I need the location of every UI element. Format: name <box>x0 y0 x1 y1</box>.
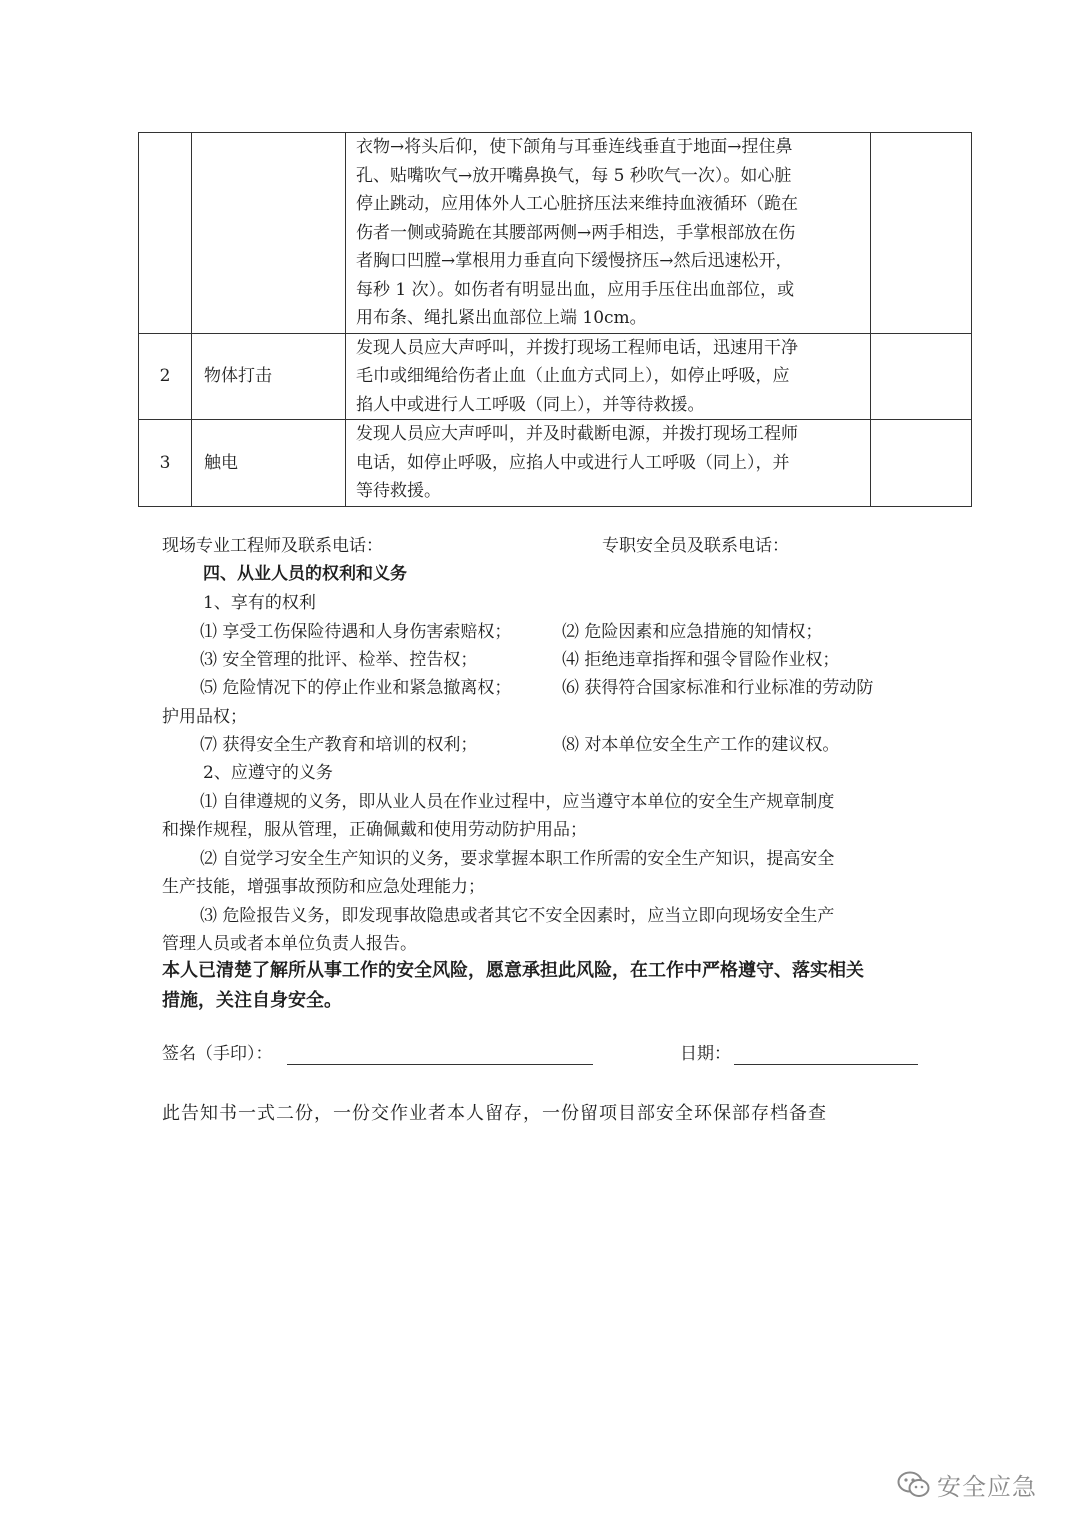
safety-officer-contact-label: 专职安全员及联系电话： <box>602 536 789 556</box>
right-item: ⑷ 拒绝违章指挥和强令冒险作业权； <box>562 650 840 670</box>
signature-label: 签名（手印）： <box>162 1044 273 1064</box>
watermark-label: 安全应急 <box>937 1473 1037 1501</box>
table-row <box>139 133 972 334</box>
rights-row <box>200 731 940 760</box>
right-item: ⑺ 获得安全生产教育和培训的权利； <box>200 735 478 755</box>
empty-cell <box>871 420 972 507</box>
accident-type: 触电 <box>192 420 346 507</box>
table-row <box>139 333 972 420</box>
watermark <box>897 1467 1037 1502</box>
rescue-measure: 发现人员应大声呼叫，并拨打现场工程师电话，迅速用干净 毛巾或细绳给伤者止血（止血方式同上），如停止呼吸，应 掐人中或进行人工呼吸（同上），并等待救援。 <box>346 333 871 420</box>
acknowledgement-statement: 本人已清楚了解所从事工作的安全风险，愿意承担此风险，在工作中严格遵守、落实相关 措施，关注自身安全。 <box>162 960 864 1011</box>
section-heading: 四、从业人员的权利和义务 <box>203 564 407 584</box>
table-row <box>139 420 972 507</box>
duty-item-continuation: 和操作规程，服从管理，正确佩戴和使用劳动防护用品； <box>162 820 587 840</box>
duty-item-continuation: 管理人员或者本单位负责人报告。 <box>162 934 417 954</box>
right-item: ⑴ 享受工伤保险待遇和人身伤害索赔权； <box>200 622 512 642</box>
right-item: ⑵ 危险因素和应急措施的知情权； <box>562 622 823 642</box>
right-item: ⑻ 对本单位安全生产工作的建议权。 <box>562 735 840 755</box>
duty-item-continuation: 生产技能，增强事故预防和应急处理能力； <box>162 877 485 897</box>
accident-type: 物体打击 <box>192 333 346 420</box>
duty-item: ⑶ 危险报告义务，即发现事故隐患或者其它不安全因素时，应当立即向现场安全生产 <box>200 906 835 926</box>
rights-heading: 1、享有的权利 <box>203 593 316 613</box>
row-number <box>139 133 192 334</box>
signature-line[interactable] <box>287 1064 593 1065</box>
row-number: 2 <box>139 333 192 420</box>
empty-cell <box>871 133 972 334</box>
right-item-continuation: 护用品权； <box>162 707 247 727</box>
engineer-contact-label: 现场专业工程师及联系电话： <box>162 536 383 556</box>
wechat-icon <box>897 1470 931 1500</box>
rescue-measure: 发现人员应大声呼叫，并及时截断电源，并拨打现场工程师 电话，如停止呼吸，应掐人中或进行人工呼吸（同上），并 等待救援。 <box>346 420 871 507</box>
rescue-measures-table <box>138 132 972 507</box>
accident-type <box>192 133 346 334</box>
empty-cell <box>871 333 972 420</box>
copy-note: 此告知书一式二份，一份交作业者本人留存，一份留项目部安全环保部存档备查 <box>162 1103 827 1124</box>
rights-row <box>200 674 940 703</box>
rescue-measure: 衣物→将头后仰，使下颌角与耳垂连线垂直于地面→捏住鼻 孔、贴嘴吹气→放开嘴鼻换气，每 5 秒吹气一次）。如心脏 停止跳动，应用体外人工心脏挤压法来维持血液循环（跪在 伤者一侧或骑跪在其腰部两侧→两手相迭，手掌根部放在伤 者胸口凹膛→掌根用力垂直向下缓慢挤压→然后迅速松开， 每秒 1 次）。如伤者有明显出血，应用手压住出血部位，或 用布条、绳扎紧出血部位上端 10cm。 <box>346 133 871 334</box>
row-number: 3 <box>139 420 192 507</box>
contacts-line <box>162 532 922 561</box>
rights-row <box>200 646 940 675</box>
duties-heading: 2、应遵守的义务 <box>203 763 333 783</box>
right-item: ⑸ 危险情况下的停止作业和紧急撤离权； <box>200 678 512 698</box>
date-line[interactable] <box>734 1064 918 1065</box>
date-label: 日期： <box>680 1044 731 1064</box>
duty-item: ⑵ 自觉学习安全生产知识的义务，要求掌握本职工作所需的安全生产知识，提高安全 <box>200 849 835 869</box>
right-item: ⑶ 安全管理的批评、检举、控告权； <box>200 650 478 670</box>
duty-item: ⑴ 自律遵规的义务，即从业人员在作业过程中，应当遵守本单位的安全生产规章制度 <box>200 792 835 812</box>
right-item: ⑹ 获得符合国家标准和行业标准的劳动防 <box>562 678 874 698</box>
rights-row <box>200 618 940 647</box>
